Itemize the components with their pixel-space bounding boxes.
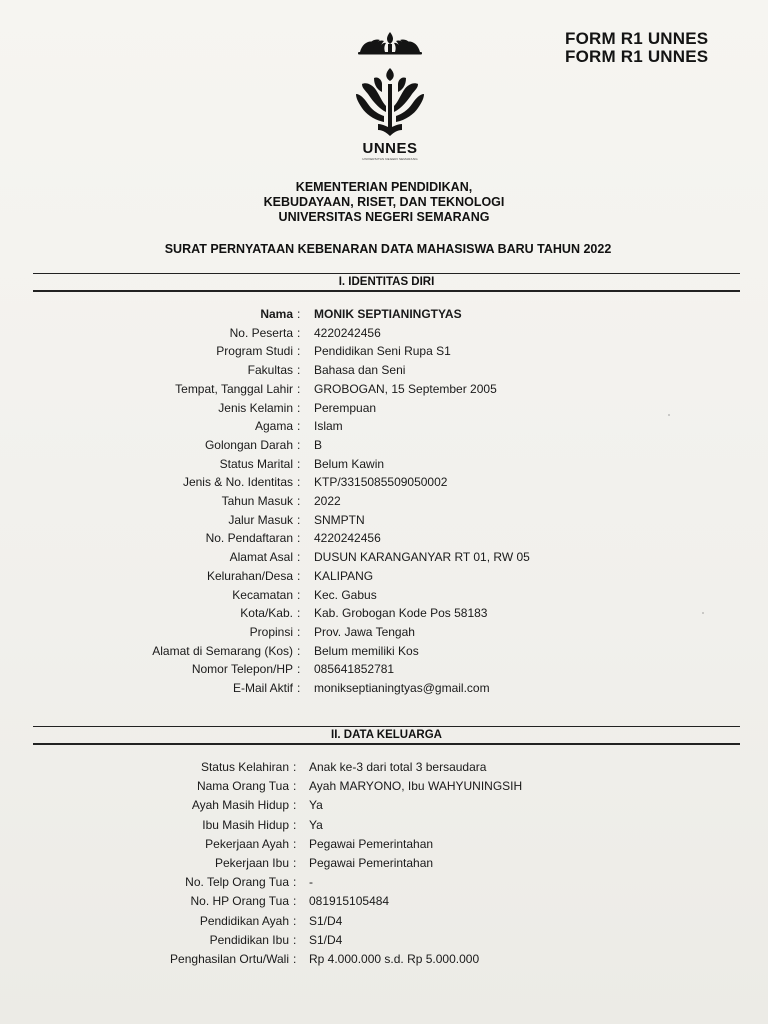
field-value: KALIPANG — [314, 568, 374, 583]
field-separator: : — [297, 662, 301, 677]
form-code-line-1: FORM R1 UNNES — [565, 29, 709, 48]
table-row — [0, 642, 768, 660]
field-value: - — [309, 875, 313, 890]
field-label: Pendidikan Ibu — [209, 932, 289, 947]
field-value: Belum Kawin — [314, 456, 385, 471]
table-row — [0, 873, 768, 891]
field-separator: : — [293, 875, 297, 890]
field-separator: : — [297, 437, 301, 452]
field-value: B — [314, 437, 323, 452]
table-row — [0, 473, 768, 491]
field-value: SNMPTN — [314, 512, 365, 527]
field-separator: : — [297, 531, 301, 546]
field-label: No. Pendaftaran — [205, 531, 293, 546]
field-value: Perempuan — [314, 400, 377, 415]
table-row — [0, 816, 768, 834]
field-separator: : — [297, 344, 301, 359]
field-value: Pendidikan Seni Rupa S1 — [314, 344, 451, 359]
field-value: 2022 — [314, 494, 341, 508]
table-row — [0, 342, 768, 360]
field-separator: : — [297, 681, 301, 695]
table-row — [0, 548, 768, 566]
field-value: MONIK SEPTIANINGTYAS — [314, 307, 462, 321]
field-separator: : — [293, 932, 297, 947]
table-row — [0, 511, 768, 529]
field-label: Ayah Masih Hidup — [191, 798, 289, 813]
header-line-1: KEMENTERIAN PENDIDIKAN, — [295, 180, 473, 194]
section-rule-bottom — [33, 743, 740, 745]
section-title: I. IDENTITAS DIRI — [338, 276, 435, 288]
field-separator: : — [293, 798, 297, 813]
field-value: Kec. Gabus — [314, 587, 377, 602]
table-row — [0, 436, 768, 454]
section-rule-bottom — [33, 290, 740, 292]
field-separator: : — [293, 836, 297, 851]
field-label: Tempat, Tanggal Lahir — [175, 381, 293, 396]
field-separator: : — [297, 475, 301, 490]
field-separator: : — [293, 760, 297, 774]
field-label: Jenis & No. Identitas — [182, 475, 293, 490]
table-row — [0, 455, 768, 473]
field-value: Prov. Jawa Tengah — [314, 624, 415, 639]
field-separator: : — [297, 419, 301, 434]
field-separator: : — [297, 325, 301, 340]
table-row — [0, 604, 768, 622]
section-title: II. DATA KELUARGA — [331, 729, 442, 741]
field-value: Belum memiliki Kos — [314, 643, 419, 658]
field-value: GROBOGAN, 15 September 2005 — [314, 381, 497, 396]
section-rule-top — [33, 273, 740, 274]
field-separator: : — [293, 817, 297, 832]
field-label: Program Studi — [216, 344, 293, 359]
table-row — [0, 950, 768, 968]
table-row — [0, 796, 768, 814]
field-label: Kota/Kab. — [240, 606, 293, 621]
logo-wordmark: UNNES — [362, 140, 418, 157]
field-label: Status Kelahiran — [200, 760, 289, 774]
section-rule-top — [33, 726, 740, 727]
field-label: Kelurahan/Desa — [206, 568, 293, 583]
field-label: Pendidikan Ayah — [199, 913, 289, 928]
field-value: 081915105484 — [309, 894, 390, 909]
table-row — [0, 417, 768, 435]
field-separator: : — [297, 587, 301, 602]
field-label: Propinsi — [249, 624, 293, 639]
field-separator: : — [293, 913, 297, 928]
field-label: Jenis Kelamin — [218, 400, 293, 415]
field-separator: : — [297, 643, 301, 658]
field-label: No. Telp Orang Tua — [185, 875, 289, 890]
field-separator: : — [293, 894, 297, 909]
field-value: monikseptianingtyas@gmail.com — [314, 681, 490, 695]
field-value: Ya — [309, 817, 323, 832]
header-line-2: KEBUDAYAAN, RISET, DAN TEKNOLOGI — [263, 195, 505, 209]
field-separator: : — [297, 400, 301, 415]
field-label: Fakultas — [247, 363, 293, 378]
field-separator: : — [293, 779, 297, 794]
document-title: SURAT PERNYATAAN KEBENARAN DATA MAHASISWA BARU TAHUN 2022 — [164, 242, 612, 256]
field-value: 4220242456 — [314, 531, 381, 546]
field-value: Pegawai Pemerintahan — [309, 836, 434, 851]
logo-subtext: UNIVERSITAS NEGERI SEMARANG — [362, 157, 418, 161]
field-separator: : — [293, 952, 297, 966]
table-row — [0, 758, 768, 776]
table-row — [0, 931, 768, 949]
table-row — [0, 660, 768, 678]
field-value: KTP/3315085509050002 — [314, 475, 448, 490]
table-row — [0, 623, 768, 641]
table-row — [0, 567, 768, 585]
field-label: E-Mail Aktif — [232, 681, 293, 695]
table-row — [0, 854, 768, 872]
form-code-line-2: FORM R1 UNNES — [565, 47, 709, 66]
field-label: Status Marital — [219, 456, 293, 471]
field-label: Jalur Masuk — [228, 512, 293, 527]
field-value: 085641852781 — [314, 662, 395, 677]
table-row — [0, 305, 768, 323]
field-label: Nama — [260, 307, 293, 321]
field-separator: : — [297, 307, 301, 321]
table-row — [0, 892, 768, 910]
field-value: Pegawai Pemerintahan — [309, 856, 434, 870]
field-separator: : — [297, 363, 301, 378]
field-separator: : — [297, 550, 301, 565]
scan-speck — [668, 414, 670, 416]
field-label: Tahun Masuk — [221, 494, 293, 508]
header-line-3: UNIVERSITAS NEGERI SEMARANG — [278, 210, 490, 224]
field-label: No. Peserta — [229, 325, 293, 340]
field-label: Penghasilan Ortu/Wali — [170, 952, 289, 966]
field-separator: : — [297, 381, 301, 396]
field-label: Pekerjaan Ibu — [214, 856, 289, 870]
institution-header — [0, 180, 768, 225]
field-label: Alamat di Semarang (Kos) — [152, 643, 293, 658]
field-value: Islam — [314, 419, 343, 434]
field-value: S1/D4 — [309, 913, 343, 928]
form-code — [565, 30, 708, 65]
table-row — [0, 361, 768, 379]
field-label: Pekerjaan Ayah — [205, 836, 289, 851]
field-label: Nama Orang Tua — [196, 779, 289, 794]
field-label: Agama — [254, 419, 293, 434]
table-row — [0, 912, 768, 930]
field-separator: : — [297, 512, 301, 527]
field-separator: : — [297, 494, 301, 508]
table-row — [0, 399, 768, 417]
scan-speck — [702, 612, 704, 614]
field-label: Golongan Darah — [204, 437, 293, 452]
table-row — [0, 492, 768, 510]
table-row — [0, 586, 768, 604]
field-value: Kab. Grobogan Kode Pos 58183 — [314, 606, 488, 621]
field-separator: : — [297, 456, 301, 471]
field-value: Ayah MARYONO, Ibu WAHYUNINGSIH — [309, 779, 523, 794]
field-value: Bahasa dan Seni — [314, 363, 406, 378]
field-label: Alamat Asal — [229, 550, 293, 565]
table-row — [0, 324, 768, 342]
table-row — [0, 777, 768, 795]
field-value: Rp 4.000.000 s.d. Rp 5.000.000 — [309, 952, 480, 966]
field-separator: : — [297, 624, 301, 639]
field-separator: : — [297, 606, 301, 621]
field-value: Ya — [309, 798, 323, 813]
field-label: No. HP Orang Tua — [190, 894, 289, 909]
field-value: S1/D4 — [309, 932, 343, 947]
field-separator: : — [297, 568, 301, 583]
field-separator: : — [293, 856, 297, 870]
table-row — [0, 835, 768, 853]
table-row — [0, 529, 768, 547]
table-row — [0, 679, 768, 697]
field-value: DUSUN KARANGANYAR RT 01, RW 05 — [314, 550, 530, 565]
table-row — [0, 380, 768, 398]
field-label: Kecamatan — [232, 587, 293, 602]
field-label: Nomor Telepon/HP — [191, 662, 293, 677]
field-value: 4220242456 — [314, 325, 381, 340]
field-value: Anak ke-3 dari total 3 bersaudara — [309, 760, 487, 774]
field-label: Ibu Masih Hidup — [202, 817, 289, 832]
